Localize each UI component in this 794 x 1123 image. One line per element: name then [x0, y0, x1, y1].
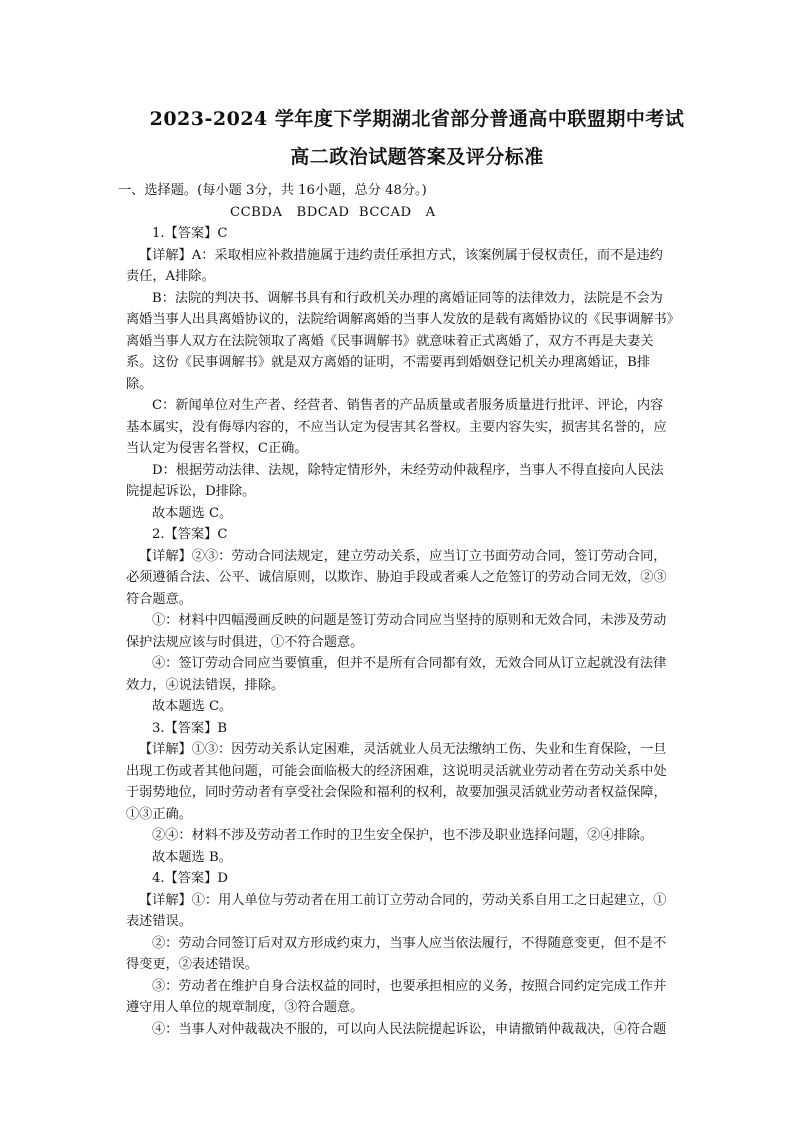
answer-line-q3: 3.【答案】B	[152, 720, 228, 736]
explanation-paragraph: ①：材料中四幅漫画反映的问题是签订劳动合同应当坚持的原则和无效合同，未涉及劳动保护法规应该与时俱进，①不符合题意。	[126, 613, 667, 650]
explanation-paragraph: 【详解】①：用人单位与劳动者在用工前订立劳动合同的，劳动关系自用工之日起建立，①表述错误。	[126, 892, 667, 929]
conclusion-line: 故本题选 C。	[152, 505, 233, 521]
document-title: 2023-2024 学年度下学期湖北省部分普通高中联盟期中考试	[149, 108, 685, 130]
explanation-paragraph: ④：当事人对仲裁裁决不服的，可以向人民法院提起诉讼，申请撤销仲裁裁决，④符合题	[152, 1021, 667, 1037]
explanation-paragraph: C：新闻单位对生产者、经营者、销售者的产品质量或者服务质量进行批评、评论，内容基本属实，没有侮辱内容的，不应当认定为侵害其名誉权。主要内容失实，损害其名誉的，应当认定为侵害名誉权，C正确。	[126, 398, 667, 456]
answer-line-q1: 1.【答案】C	[152, 226, 228, 241]
explanation-paragraph: ②④：材料不涉及劳动者工作时的卫生安全保护，也不涉及职业选择问题，②④排除。	[152, 828, 654, 843]
explanation-paragraph: ③：劳动者在维护自身合法权益的同时，也要承担相应的义务，按照合同约定完成工作并遵守用人单位的规章制度，③符合题意。	[126, 978, 667, 1015]
answer-line-q2: 2.【答案】C	[152, 527, 228, 542]
explanation-paragraph: 【详解】②③：劳动合同法规定，建立劳动关系，应当订立书面劳动合同，签订劳动合同，必须遵循合法、公平、诚信原则，以欺诈、胁迫手段或者乘人之危签订的劳动合同无效，②③符合题意。	[126, 548, 667, 607]
explanation-paragraph: 【详解】A：采取相应补救措施属于违约责任承担方式，该案例属于侵权责任，而不是违约责任，A排除。	[126, 247, 663, 284]
section-heading: 一、选择题。(每小题 3分，共 16小题，总分 48分。)	[118, 183, 427, 198]
explanation-paragraph: ④：签订劳动合同应当要慎重，但并不是所有合同都有效，无效合同从订立起就没有法律效力，④说法错误，排除。	[126, 656, 667, 693]
answer-line-q4: 4.【答案】D	[152, 871, 228, 886]
explanation-paragraph: D：根据劳动法律、法规，除特定情形外，未经劳动仲裁程序，当事人不得直接向人民法院提起诉讼，D排除。	[126, 462, 664, 499]
document-subtitle: 高二政治试题答案及评分标准	[290, 146, 544, 168]
explanation-paragraph: ②：劳动合同签订后对双方形成约束力，当事人应当依法履行，不得随意变更，但不是不得变更，②表述错误。	[126, 935, 667, 972]
conclusion-line: 故本题选 B。	[152, 849, 232, 865]
conclusion-line: 故本题选 C。	[152, 699, 233, 714]
answer-key: CCBDA BDCAD BCCAD A	[230, 204, 436, 220]
explanation-paragraph: B：法院的判决书、调解书具有和行政机关办理的离婚证同等的法律效力，法院是不会为离婚当事人出具离婚协议的，法院给调解离婚的当事人发放的是载有离婚协议的《民事调解书》离婚当事人双方在法院领取了离婚《民事调解书》就意味着正式离婚了，双方不再是夫妻关系。这份《民事调解书》就是双方离婚的证明，不需要再到婚姻登记机关办理离婚证，B排除。	[126, 290, 674, 392]
explanation-paragraph: 【详解】①③：因劳动关系认定困难，灵活就业人员无法缴纳工伤、失业和生育保险，一旦出现工伤或者其他问题，可能会面临极大的经济困难，这说明灵活就业劳动者在劳动关系中处于弱势地位，同时劳动者有享受社会保险和福利的权利，故要加强灵活就业劳动者权益保障，①③正确。	[126, 742, 667, 822]
document-body	[118, 180, 674, 1040]
